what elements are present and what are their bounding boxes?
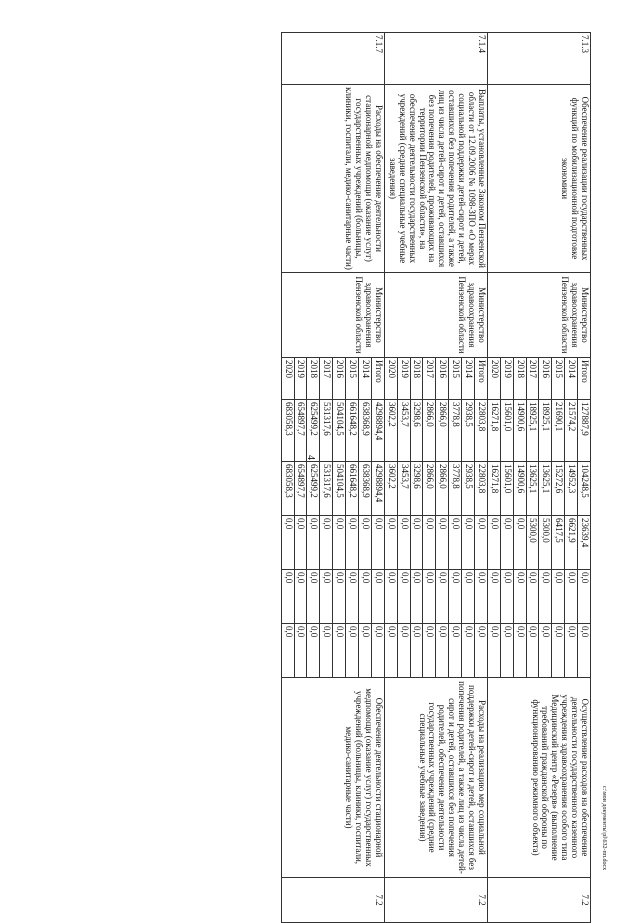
- value-cell: 0,0: [371, 624, 384, 678]
- value-cell: 4298894,4: [371, 462, 384, 516]
- year-cell: 2017: [423, 358, 436, 400]
- block-executor: Министерство здравоохранения Пензенской области: [281, 273, 384, 358]
- block-name: Выплаты, установленные Законом Пензенской области от 12.09.2006 № 1098-ЗПО «О мерах социальной поддержки детей-сирот и детей, оставшихся без попечения родителей, а также лиц из числа детей-сирот и детей, оставшихся без попечения родителей, проживающих на территории Пензенской области», на обеспечение деятельности государственных учреждений (средние специальные учебные заведения): [384, 85, 487, 273]
- value-cell: 0,0: [281, 624, 294, 678]
- value-cell: 14952,3: [565, 462, 578, 516]
- year-cell: 2020: [384, 358, 397, 400]
- block-name: Расходы на обеспечение деятельности стационарной медпомощи (оказание услуг) государственных учреждений (больницы, клиники, госпитали, медико-санитарные части): [281, 85, 384, 273]
- year-cell: Итого: [371, 358, 384, 400]
- value-cell: 0,0: [294, 516, 307, 570]
- value-cell: 0,0: [346, 516, 359, 570]
- value-cell: 0,0: [371, 516, 384, 570]
- value-cell: 0,0: [333, 624, 346, 678]
- value-cell: 0,0: [539, 624, 552, 678]
- year-cell: 2018: [410, 358, 423, 400]
- value-cell: 0,0: [346, 624, 359, 678]
- value-cell: 0,0: [371, 570, 384, 624]
- block-indicator: Расходы на реализацию мер социальной поддержки детей-сирот и детей, оставшихся без попечения родителей, а также лиц из числа детей-сирот и детей, оставшихся без попечения родителей, обеспечение деятельности государственных учреждений (средние специальные учебные заведения): [384, 678, 487, 878]
- value-cell: 127887,9: [578, 400, 591, 462]
- value-cell: 0,0: [423, 516, 436, 570]
- value-cell: 0,0: [449, 570, 462, 624]
- value-cell: 0,0: [436, 570, 449, 624]
- block-indicator: Осуществление расходов на обеспечение деятельности государственного казенного учреждения здравоохранения особого типа Медицинский центр «Резерв» (выполнение требований гражданской обороны по функционированию режимного объекта): [487, 678, 590, 878]
- value-cell: 504104,5: [333, 462, 346, 516]
- block-code: 7.1.3: [487, 33, 590, 85]
- value-cell: 0,0: [333, 516, 346, 570]
- value-cell: 15601,0: [500, 400, 513, 462]
- value-cell: 0,0: [500, 624, 513, 678]
- year-cell: Итого: [474, 358, 487, 400]
- block-code: 7.1.7: [281, 33, 384, 85]
- value-cell: 0,0: [526, 570, 539, 624]
- value-cell: 16271,8: [487, 462, 500, 516]
- value-cell: 2866,0: [423, 462, 436, 516]
- value-cell: 0,0: [384, 570, 397, 624]
- value-cell: 15601,0: [500, 462, 513, 516]
- value-cell: 638368,9: [358, 400, 371, 462]
- value-cell: 18925,1: [539, 400, 552, 462]
- value-cell: 21690,1: [552, 400, 565, 462]
- block-target-code: 7.2: [384, 878, 487, 923]
- value-cell: 2866,0: [436, 400, 449, 462]
- value-cell: 18925,1: [526, 400, 539, 462]
- value-cell: 22803,8: [474, 400, 487, 462]
- value-cell: 0,0: [320, 570, 333, 624]
- value-cell: 104248,5: [578, 462, 591, 516]
- footer-file-path: c:\мои документы\pl\632-пп.docx: [601, 785, 607, 871]
- value-cell: 0,0: [462, 570, 475, 624]
- value-cell: 3602,2: [384, 462, 397, 516]
- value-cell: 0,0: [436, 516, 449, 570]
- value-cell: 0,0: [281, 570, 294, 624]
- year-cell: 2014: [358, 358, 371, 400]
- value-cell: 3602,2: [384, 400, 397, 462]
- value-cell: 2938,5: [462, 462, 475, 516]
- value-cell: 654897,7: [294, 462, 307, 516]
- year-cell: Итого: [578, 358, 591, 400]
- value-cell: 2866,0: [436, 462, 449, 516]
- value-cell: 0,0: [552, 570, 565, 624]
- value-cell: 0,0: [320, 624, 333, 678]
- value-cell: 0,0: [474, 516, 487, 570]
- value-cell: 2938,5: [462, 400, 475, 462]
- value-cell: 0,0: [384, 516, 397, 570]
- year-cell: 2019: [500, 358, 513, 400]
- value-cell: 4298894,4: [371, 400, 384, 462]
- value-cell: 661648,2: [346, 462, 359, 516]
- value-cell: 0,0: [307, 624, 320, 678]
- table-body: [281, 33, 590, 923]
- value-cell: 0,0: [397, 624, 410, 678]
- value-cell: 661648,2: [346, 400, 359, 462]
- value-cell: 3298,6: [410, 462, 423, 516]
- table-row: [474, 33, 487, 923]
- year-cell: 2017: [526, 358, 539, 400]
- value-cell: 0,0: [513, 516, 526, 570]
- value-cell: 0,0: [358, 570, 371, 624]
- value-cell: 6417,5: [552, 516, 565, 570]
- year-cell: 2016: [436, 358, 449, 400]
- value-cell: 0,0: [487, 624, 500, 678]
- value-cell: 683058,3: [281, 462, 294, 516]
- year-cell: 2019: [397, 358, 410, 400]
- value-cell: 0,0: [384, 624, 397, 678]
- value-cell: 13625,1: [539, 462, 552, 516]
- page-number: 4: [305, 455, 316, 460]
- value-cell: 0,0: [474, 624, 487, 678]
- value-cell: 654897,7: [294, 400, 307, 462]
- value-cell: 0,0: [474, 570, 487, 624]
- year-cell: 2017: [320, 358, 333, 400]
- block-target-code: 7.2: [487, 878, 590, 923]
- value-cell: 0,0: [578, 570, 591, 624]
- value-cell: 0,0: [526, 624, 539, 678]
- value-cell: 0,0: [565, 570, 578, 624]
- value-cell: 0,0: [410, 570, 423, 624]
- rotated-table-wrapper: [71, 32, 591, 906]
- year-cell: 2015: [449, 358, 462, 400]
- value-cell: 0,0: [552, 624, 565, 678]
- value-cell: 0,0: [294, 570, 307, 624]
- block-name: Обеспечение реализации государственных функций по мобилизационной подготовке экономики: [487, 85, 590, 273]
- value-cell: 0,0: [487, 516, 500, 570]
- value-cell: 625499,2: [307, 462, 320, 516]
- value-cell: 0,0: [500, 570, 513, 624]
- value-cell: 683058,3: [281, 400, 294, 462]
- year-cell: 2015: [552, 358, 565, 400]
- value-cell: 0,0: [449, 624, 462, 678]
- value-cell: 2866,0: [423, 400, 436, 462]
- value-cell: 0,0: [397, 570, 410, 624]
- value-cell: 0,0: [358, 624, 371, 678]
- value-cell: 0,0: [281, 516, 294, 570]
- value-cell: 14900,6: [513, 400, 526, 462]
- value-cell: 0,0: [346, 570, 359, 624]
- value-cell: 0,0: [320, 516, 333, 570]
- value-cell: 531317,6: [320, 400, 333, 462]
- value-cell: 0,0: [565, 624, 578, 678]
- year-cell: 2016: [539, 358, 552, 400]
- value-cell: 0,0: [500, 516, 513, 570]
- value-cell: 23639,4: [578, 516, 591, 570]
- value-cell: 0,0: [410, 516, 423, 570]
- value-cell: 5300,0: [526, 516, 539, 570]
- block-indicator: Обеспечение деятельности стационарной медпомощи (оказание услуг) государственных учреждений (больницы, клиники, госпитали, медико-санитарные части): [281, 678, 384, 878]
- value-cell: 0,0: [539, 570, 552, 624]
- block-executor: Министерство здравоохранения Пензенской области: [384, 273, 487, 358]
- value-cell: 504104,5: [333, 400, 346, 462]
- value-cell: 0,0: [436, 624, 449, 678]
- year-cell: 2019: [294, 358, 307, 400]
- value-cell: 0,0: [423, 624, 436, 678]
- value-cell: 0,0: [513, 570, 526, 624]
- value-cell: 638368,9: [358, 462, 371, 516]
- table-row: [578, 33, 591, 923]
- value-cell: 625499,2: [307, 400, 320, 462]
- value-cell: 3298,6: [410, 400, 423, 462]
- program-funding-table: [281, 32, 591, 923]
- year-cell: 2016: [333, 358, 346, 400]
- value-cell: 0,0: [449, 516, 462, 570]
- value-cell: 0,0: [397, 516, 410, 570]
- value-cell: 3453,7: [397, 462, 410, 516]
- value-cell: 16271,8: [487, 400, 500, 462]
- block-code: 7.1.4: [384, 33, 487, 85]
- year-cell: 2018: [513, 358, 526, 400]
- block-target-code: 7.2: [281, 878, 384, 923]
- value-cell: 21574,2: [565, 400, 578, 462]
- block-executor: Министерство здравоохранения Пензенской области: [487, 273, 590, 358]
- value-cell: 14900,6: [513, 462, 526, 516]
- value-cell: 0,0: [307, 516, 320, 570]
- value-cell: 0,0: [578, 624, 591, 678]
- value-cell: 3778,8: [449, 462, 462, 516]
- value-cell: 0,0: [462, 516, 475, 570]
- year-cell: 2020: [281, 358, 294, 400]
- value-cell: 0,0: [423, 570, 436, 624]
- value-cell: 3778,8: [449, 400, 462, 462]
- value-cell: 0,0: [333, 570, 346, 624]
- value-cell: 3453,7: [397, 400, 410, 462]
- value-cell: 0,0: [513, 624, 526, 678]
- value-cell: 15272,6: [552, 462, 565, 516]
- value-cell: 0,0: [294, 624, 307, 678]
- value-cell: 0,0: [462, 624, 475, 678]
- table-row: [371, 33, 384, 923]
- value-cell: 531317,6: [320, 462, 333, 516]
- year-cell: 2015: [346, 358, 359, 400]
- year-cell: 2014: [565, 358, 578, 400]
- value-cell: 22803,8: [474, 462, 487, 516]
- value-cell: 0,0: [487, 570, 500, 624]
- value-cell: 6621,9: [565, 516, 578, 570]
- value-cell: 0,0: [410, 624, 423, 678]
- value-cell: 0,0: [307, 570, 320, 624]
- year-cell: 2018: [307, 358, 320, 400]
- value-cell: 0,0: [358, 516, 371, 570]
- year-cell: 2014: [462, 358, 475, 400]
- value-cell: 13625,1: [526, 462, 539, 516]
- value-cell: 5300,0: [539, 516, 552, 570]
- year-cell: 2020: [487, 358, 500, 400]
